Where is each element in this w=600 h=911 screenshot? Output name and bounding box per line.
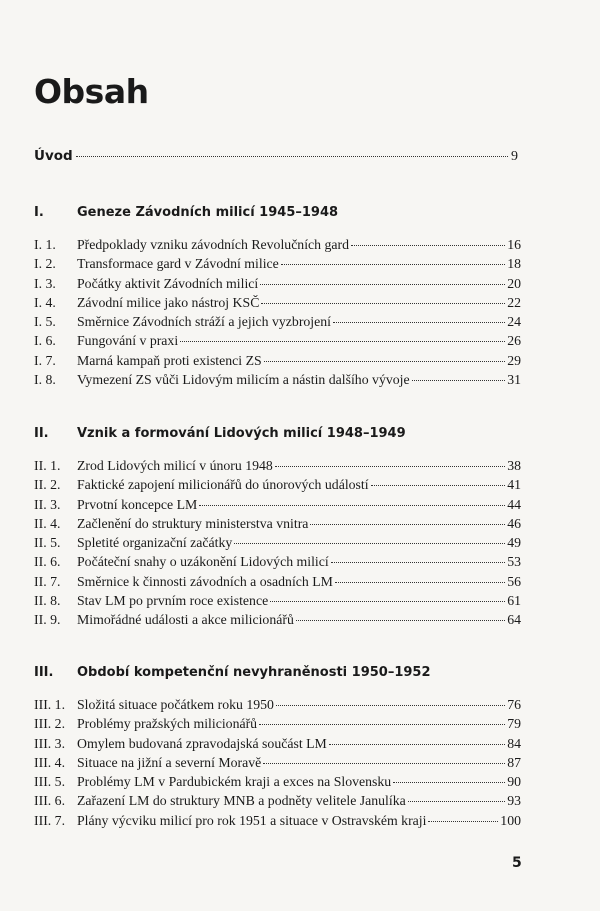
chapter-3-entries xyxy=(34,697,521,832)
dot-leader xyxy=(275,466,505,467)
entry-title: Zařazení LM do struktury MNB a podněty velitele Janulíka xyxy=(77,793,406,809)
entry-page: 61 xyxy=(507,593,521,609)
toc-entry[interactable] xyxy=(34,736,521,755)
toc-entry[interactable] xyxy=(34,554,521,573)
chapter-title: Vznik a formování Lidových milicí 1948–1949 xyxy=(77,426,406,441)
entry-page: 100 xyxy=(500,812,521,828)
entry-page: 90 xyxy=(507,774,521,790)
entry-number: I. 5. xyxy=(34,314,56,330)
toc-entry[interactable] xyxy=(34,497,521,516)
entry-page: 76 xyxy=(507,697,521,712)
dot-leader xyxy=(310,524,505,525)
entry-number: III. 3. xyxy=(34,735,66,751)
entry-page: 24 xyxy=(507,314,521,330)
toc-entry[interactable] xyxy=(34,372,521,391)
dot-leader xyxy=(270,601,505,602)
toc-entry[interactable] xyxy=(34,333,521,352)
entry-number: I. 2. xyxy=(34,256,56,272)
dot-leader xyxy=(351,245,505,246)
entry-number: II. 2. xyxy=(34,477,61,493)
toc-entry[interactable] xyxy=(34,314,521,333)
chapter-number: II. xyxy=(34,426,49,441)
entry-page: 22 xyxy=(507,294,521,310)
intro-page: 9 xyxy=(511,149,518,164)
entry-number: III. 7. xyxy=(34,812,66,828)
dot-leader xyxy=(296,620,505,621)
entry-number: III. 2. xyxy=(34,716,66,732)
toc-entry[interactable] xyxy=(34,458,521,477)
entry-page: 56 xyxy=(507,573,521,589)
entry-number: III. 6. xyxy=(34,793,66,809)
entry-page: 53 xyxy=(507,554,521,570)
entry-page: 18 xyxy=(507,256,521,272)
chapter-2-entries xyxy=(34,458,521,632)
entry-number: I. 7. xyxy=(34,352,56,368)
entry-title: Mimořádné události a akce milicionářů xyxy=(77,612,294,628)
entry-number: III. 4. xyxy=(34,754,66,770)
dot-leader xyxy=(408,801,505,802)
dot-leader xyxy=(412,380,506,381)
entry-page: 38 xyxy=(507,458,521,473)
dot-leader xyxy=(428,821,498,822)
toc-entry[interactable] xyxy=(34,793,521,812)
entry-title: Stav LM po prvním roce existence xyxy=(77,593,269,609)
entry-number: II. 1. xyxy=(34,458,61,473)
entry-title: Transformace gard v Závodní milice xyxy=(77,256,279,272)
entry-title: Problémy pražských milicionářů xyxy=(77,716,258,732)
toc-entry[interactable] xyxy=(34,697,521,716)
toc-entry[interactable] xyxy=(34,593,521,612)
entry-title: Směrnice k činnosti závodních a osadních LM xyxy=(77,573,333,589)
entry-number: III. 5. xyxy=(34,774,66,790)
entry-title: Spletité organizační začátky xyxy=(77,535,233,551)
toc-entry[interactable] xyxy=(34,237,521,256)
entry-title: Plány výcviku milicí pro rok 1951 a situace v Ostravském kraji xyxy=(77,812,427,828)
entry-title: Prvotní koncepce LM xyxy=(77,496,198,512)
entry-page: 29 xyxy=(507,352,521,368)
entry-title: Vymezení ZS vůči Lidovým milicím a nástin dalšího vývoje xyxy=(77,372,410,388)
entry-number: I. 6. xyxy=(34,333,56,349)
entry-number: II. 6. xyxy=(34,554,61,570)
dot-leader xyxy=(276,705,505,706)
entry-page: 26 xyxy=(507,333,521,349)
toc-entry[interactable] xyxy=(34,535,521,554)
dot-leader xyxy=(393,782,505,783)
toc-entry[interactable] xyxy=(34,353,521,372)
entry-page: 20 xyxy=(507,275,521,291)
dot-leader xyxy=(180,341,505,342)
chapter-number: III. xyxy=(34,665,54,680)
dot-leader xyxy=(263,763,505,764)
chapter-1-entries xyxy=(34,237,521,391)
entry-page: 44 xyxy=(507,496,521,512)
toc-entry[interactable] xyxy=(34,813,521,832)
entry-number: I. 8. xyxy=(34,372,56,388)
toc-entry-intro[interactable] xyxy=(34,148,518,165)
page-title: Obsah xyxy=(34,72,149,111)
entry-page: 84 xyxy=(507,735,521,751)
intro-label: Úvod xyxy=(34,148,73,164)
dot-leader xyxy=(261,303,505,304)
dot-leader xyxy=(329,744,505,745)
chapter-title: Období kompetenční nevyhraněnosti 1950–1952 xyxy=(77,665,431,680)
dot-leader xyxy=(371,485,506,486)
entry-number: II. 4. xyxy=(34,515,61,531)
dot-leader xyxy=(335,582,505,583)
toc-entry[interactable] xyxy=(34,276,521,295)
toc-entry[interactable] xyxy=(34,612,521,631)
entry-number: I. 1. xyxy=(34,237,56,252)
dot-leader xyxy=(199,505,505,506)
dot-leader xyxy=(76,156,508,157)
entry-title: Předpoklady vzniku závodních Revolučních gard xyxy=(77,237,350,252)
entry-title: Počátky aktivit Závodních milicí xyxy=(77,275,259,291)
page-number: 5 xyxy=(512,855,522,871)
entry-title: Situace na jižní a severní Moravě xyxy=(77,754,262,770)
entry-title: Závodní milice jako nástroj KSČ xyxy=(77,294,260,310)
dot-leader xyxy=(281,264,505,265)
dot-leader xyxy=(260,284,505,285)
entry-title: Začlenění do struktury ministerstva vnitra xyxy=(77,515,309,531)
entry-number: I. 3. xyxy=(34,275,56,291)
entry-page: 31 xyxy=(507,372,521,388)
entry-number: I. 4. xyxy=(34,294,56,310)
entry-number: II. 5. xyxy=(34,535,61,551)
entry-page: 87 xyxy=(507,754,521,770)
dot-leader xyxy=(234,543,505,544)
entry-title: Faktické zapojení milicionářů do únorových událostí xyxy=(77,477,369,493)
entry-title: Fungování v praxi xyxy=(77,333,179,349)
entry-page: 41 xyxy=(507,477,521,493)
dot-leader xyxy=(331,562,505,563)
entry-number: II. 7. xyxy=(34,573,61,589)
toc-entry[interactable] xyxy=(34,574,521,593)
toc-entry[interactable] xyxy=(34,755,521,774)
entry-number: II. 9. xyxy=(34,612,61,628)
entry-number: II. 3. xyxy=(34,496,61,512)
entry-number: II. 8. xyxy=(34,593,61,609)
entry-page: 79 xyxy=(507,716,521,732)
entry-page: 93 xyxy=(507,793,521,809)
entry-title: Problémy LM v Pardubickém kraji a exces na Slovensku xyxy=(77,774,392,790)
entry-title: Zrod Lidových milicí v únoru 1948 xyxy=(77,458,273,473)
entry-title: Směrnice Závodních stráží a jejich vyzbrojení xyxy=(77,314,331,330)
entry-title: Složitá situace počátkem roku 1950 xyxy=(77,697,274,712)
entry-page: 49 xyxy=(507,535,521,551)
chapter-number: I. xyxy=(34,205,44,220)
toc-entry[interactable] xyxy=(34,477,521,496)
dot-leader xyxy=(333,322,505,323)
toc-entry[interactable] xyxy=(34,516,521,535)
entry-number: III. 1. xyxy=(34,697,66,712)
entry-title: Počáteční snahy o uzákonění Lidových milicí xyxy=(77,554,329,570)
toc-entry[interactable] xyxy=(34,256,521,275)
toc-entry[interactable] xyxy=(34,716,521,735)
entry-title: Omylem budovaná zpravodajská součást LM xyxy=(77,735,327,751)
entry-page: 16 xyxy=(507,237,521,252)
chapter-title: Geneze Závodních milicí 1945–1948 xyxy=(77,205,339,220)
dot-leader xyxy=(259,724,505,725)
entry-page: 46 xyxy=(507,515,521,531)
dot-leader xyxy=(264,361,506,362)
toc-entry[interactable] xyxy=(34,295,521,314)
entry-title: Marná kampaň proti existenci ZS xyxy=(77,352,262,368)
toc-entry[interactable] xyxy=(34,774,521,793)
entry-page: 64 xyxy=(507,612,521,628)
